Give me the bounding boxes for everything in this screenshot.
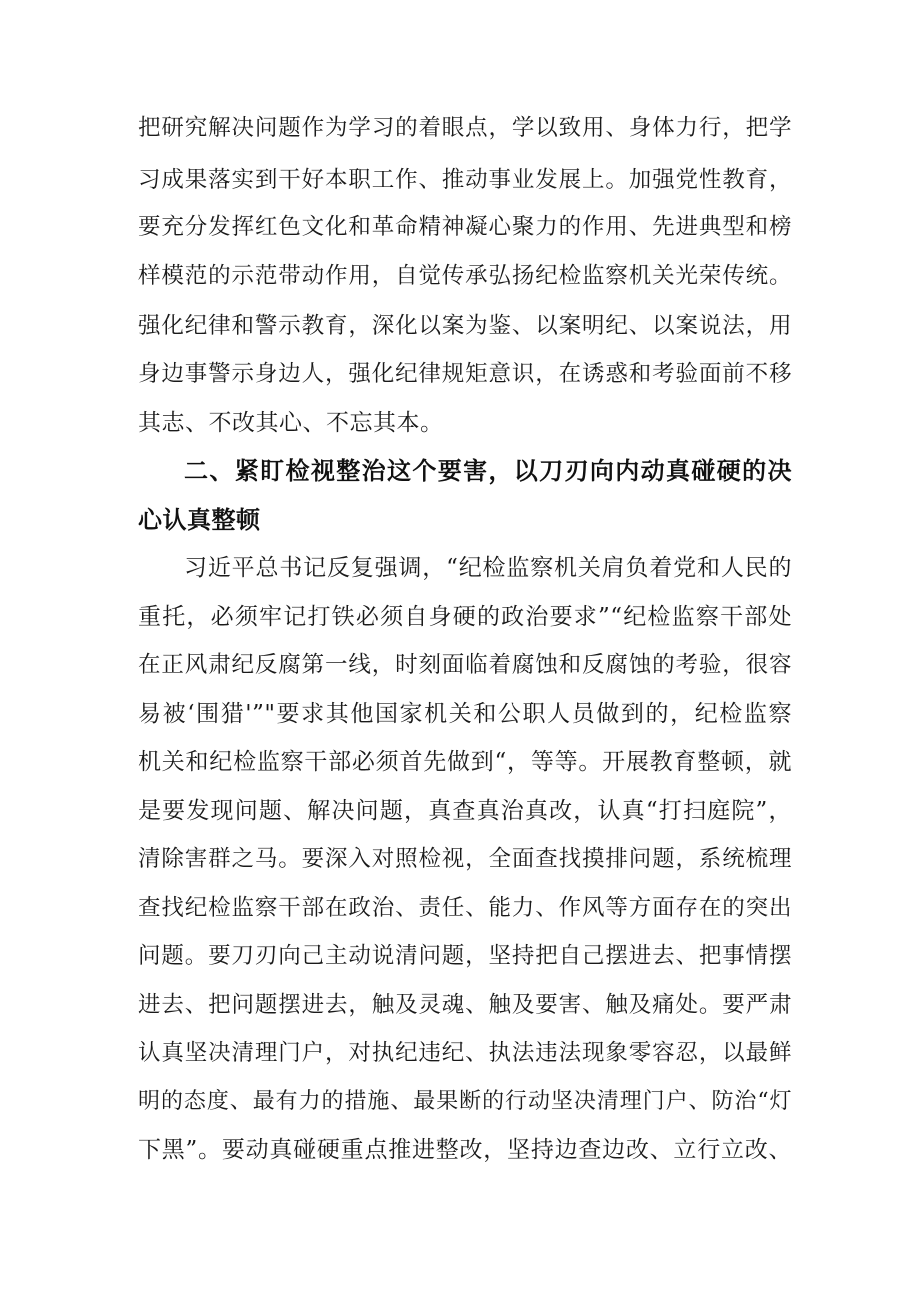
paragraph-line: 习近平总书记反复强调，“纪检监察机关肩负着党和人民的: [184, 555, 792, 581]
section-heading: 心认真整顿: [138, 506, 261, 534]
paragraph-line: 身边事警示身边人，强化纪律规矩意识，在诱惑和考验面前不移: [138, 361, 792, 387]
paragraph-line: 查找纪检监察干部在政治、责任、能力、作风等方面存在的突出: [138, 895, 792, 921]
paragraph-line: 强化纪律和警示教育，深化以案为鉴、以案明纪、以案说法，用: [138, 313, 792, 339]
paragraph-line: 认真坚决清理门户，对执纪违纪、执法违法现象零容忍，以最鲜: [138, 1040, 792, 1066]
paragraph-line: 重托，必须牢记打铁必须自身硬的政治要求”“纪检监察干部处: [138, 604, 792, 630]
paragraph-line: 明的态度、最有力的措施、最果断的行动坚决清理门户、防治“灯: [138, 1089, 792, 1114]
section-heading: 二、紧盯检视整治这个要害，以刀刃向内动真碰硬的决: [184, 457, 792, 485]
paragraph-line: 样模范的示范带动作用，自觉传承弘扬纪检监察机关光荣传统。: [138, 263, 792, 289]
paragraph-line: 把研究解决问题作为学习的着眼点，学以致用、身体力行，把学: [138, 115, 792, 141]
paragraph-line: 清除害群之马。要深入对照检视，全面查找摸排问题，系统梳理: [138, 846, 792, 872]
paragraph-line: 易被‘围猎'”"要求其他国家机关和公职人员做到的，纪检监察: [138, 701, 792, 727]
paragraph-line: 是要发现问题、解决问题，真查真治真改，认真“打扫庭院”，: [138, 798, 792, 824]
paragraph-line: 机关和纪检监察干部必须首先做到“，等等。开展教育整顿，就: [138, 749, 792, 775]
paragraph-line: 习成果落实到干好本职工作、推动事业发展上。加强党性教育，: [138, 167, 792, 193]
paragraph-line: 进去、把问题摆进去，触及灵魂、触及要害、触及痛处。要严肃: [138, 992, 792, 1018]
paragraph-line: 问题。要刀刃向己主动说清问题，坚持把自己摆进去、把事情摆: [138, 943, 792, 969]
paragraph-line: 要充分发挥红色文化和革命精神凝心聚力的作用、先进典型和榜: [138, 214, 792, 240]
paragraph-line: 下黑”。要动真碰硬重点推进整改，坚持边查边改、立行立改、: [138, 1137, 792, 1163]
paragraph-line: 其志、不改其心、不忘其本。: [138, 410, 444, 436]
paragraph-line: 在正风肃纪反腐第一线，时刻面临着腐蚀和反腐蚀的考验，很容: [138, 652, 792, 678]
